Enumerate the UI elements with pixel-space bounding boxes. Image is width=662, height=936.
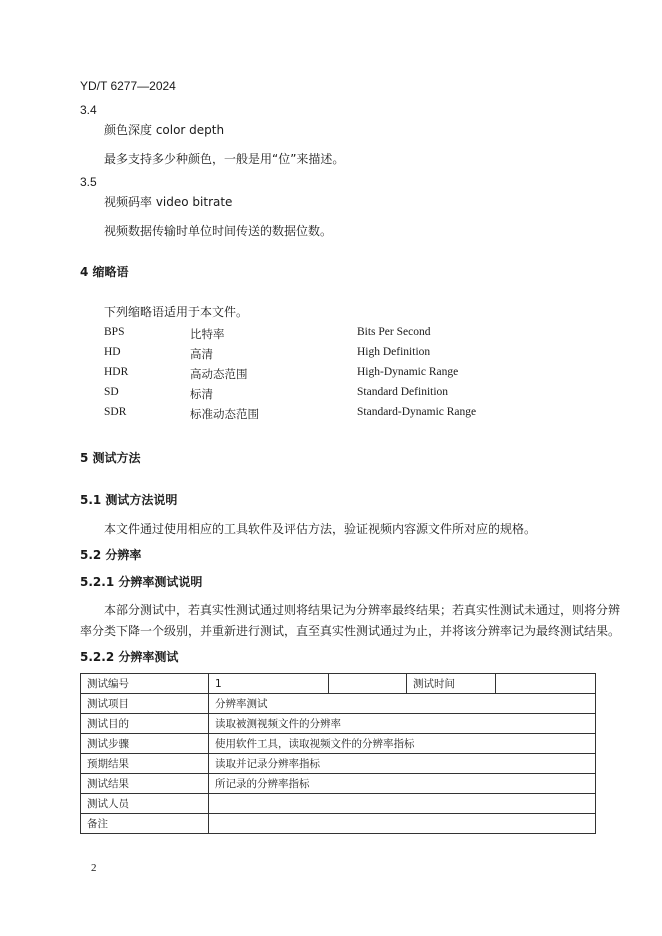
paragraph-line: 率分类下降一个级别，并重新进行测试，直至真实性测试通过为止，并将该分辨率记为最终测试结果。: [80, 624, 621, 638]
table-label-cell: 测试步骤: [81, 734, 209, 754]
subsection-heading: 5.2.1 分辨率测试说明: [80, 575, 203, 589]
table-row: [81, 774, 596, 794]
table-value-cell: 所记录的分辨率指标: [209, 774, 596, 794]
subsection-heading: 5.1 测试方法说明: [80, 493, 178, 507]
table-row: [81, 694, 596, 714]
table-value-cell: 分辨率测试: [209, 694, 596, 714]
abbr-code: SDR: [104, 406, 127, 418]
table-row: [81, 714, 596, 734]
table-row: [81, 674, 596, 694]
abbr-chinese: 高动态范围: [190, 367, 248, 381]
abbr-english: Standard-Dynamic Range: [357, 406, 477, 418]
table-label-cell: 备注: [81, 814, 209, 834]
abbr-english: Bits Per Second: [357, 326, 431, 338]
table-value-cell: 读取被测视频文件的分辨率: [209, 714, 596, 734]
abbr-chinese: 标准动态范围: [190, 407, 259, 421]
test-case-table: [80, 673, 596, 834]
abbr-chinese: 比特率: [190, 327, 225, 341]
paragraph: 本文件通过使用相应的工具软件及评估方法，验证视频内容源文件所对应的规格。: [104, 522, 537, 536]
paragraph-line: 本部分测试中，若真实性测试通过则将结果记为分辨率最终结果；若真实性测试未通过，则将分辨: [104, 603, 621, 617]
abbr-code: HD: [104, 346, 121, 358]
table-value-cell: 读取并记录分辨率指标: [209, 754, 596, 774]
table-row: [81, 734, 596, 754]
table-value-cell: 使用软件工具，读取视频文件的分辨率指标: [209, 734, 596, 754]
section-heading: 5 测试方法: [80, 451, 141, 465]
table-label-cell: 测试时间: [407, 674, 496, 694]
table-label-cell: 测试项目: [81, 694, 209, 714]
abbr-code: HDR: [104, 366, 129, 378]
document-id-header: YD/T 6277—2024: [80, 79, 176, 93]
abbr-english: High Definition: [357, 346, 431, 358]
term-definition: 最多支持多少种颜色，一般是用“位”来描述。: [104, 152, 345, 166]
abbr-code: BPS: [104, 326, 125, 338]
term-title: 视频码率 video bitrate: [104, 195, 233, 209]
term-number: 3.5: [80, 175, 97, 189]
abbr-english: Standard Definition: [357, 386, 449, 398]
table-label-cell: 测试人员: [81, 794, 209, 814]
abbr-code: SD: [104, 386, 119, 398]
table-label-cell: 测试目的: [81, 714, 209, 734]
table-value-cell: 1: [209, 674, 329, 694]
abbr-chinese: 高清: [190, 347, 213, 361]
table-value-cell: [209, 794, 596, 814]
subsection-heading: 5.2.2 分辨率测试: [80, 650, 179, 664]
table-row: [81, 794, 596, 814]
abbreviations-intro: 下列缩略语适用于本文件。: [104, 305, 249, 319]
table-label-cell: 测试结果: [81, 774, 209, 794]
section-heading: 4 缩略语: [80, 265, 129, 279]
table-value-cell: [209, 814, 596, 834]
term-number: 3.4: [80, 103, 97, 117]
page-number: 2: [91, 862, 97, 874]
table-label-cell: 预期结果: [81, 754, 209, 774]
table-label-cell: 测试编号: [81, 674, 209, 694]
table-value-cell: [496, 674, 596, 694]
abbr-english: High-Dynamic Range: [357, 366, 459, 378]
table-row: [81, 754, 596, 774]
term-title: 颜色深度 color depth: [104, 123, 225, 137]
subsection-heading: 5.2 分辨率: [80, 548, 142, 562]
term-definition: 视频数据传输时单位时间传送的数据位数。: [104, 224, 333, 238]
abbr-chinese: 标清: [190, 387, 213, 401]
table-row: [81, 814, 596, 834]
table-value-cell: [329, 674, 407, 694]
